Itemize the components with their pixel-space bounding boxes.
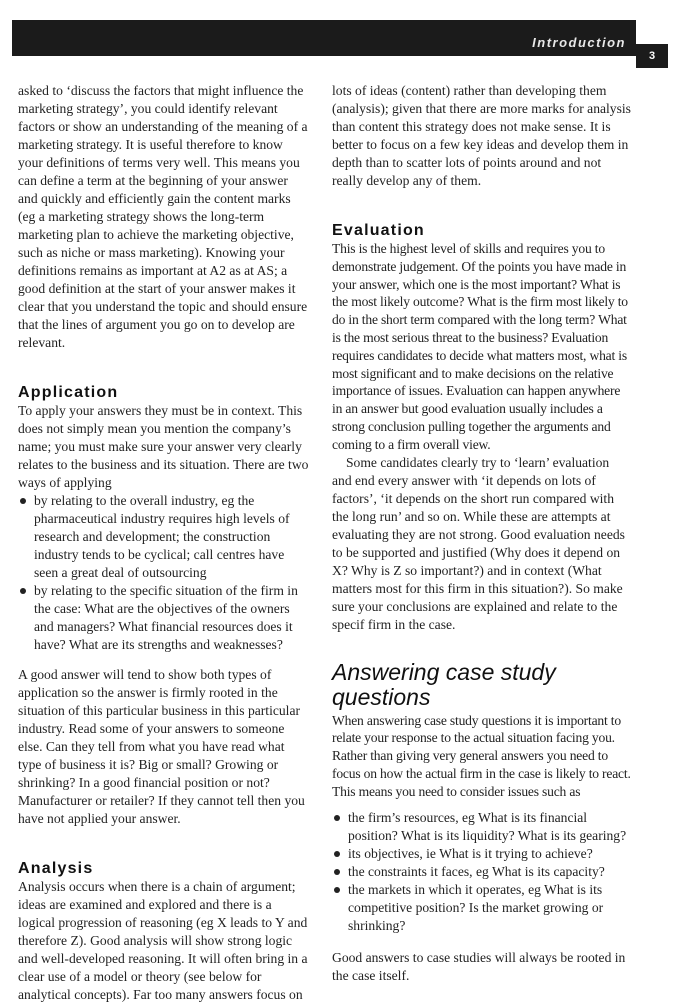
evaluation-paragraph-2: Some candidates clearly try to ‘learn’ evaluation and end every answer with ‘it depends on lots of factors’, ‘it depends on the short run compared with the long run’ and so on. While these are attempts at evaluating they are not strong. Good evaluation needs to be supported and justified (Why does it depend on X? Why is Z so important?) and in context (What matters most for this firm in this situation?). So make sure your conclusions are explained and relate to the specif firm in the case. xyxy=(332,454,625,632)
application-heading: Application xyxy=(18,384,119,401)
bullet-icon xyxy=(334,869,340,875)
list-item: by relating to the specific situation of the firm in the case: What are the objectives of the owners and managers? What financial resources does it have? What are its strengths and weaknesses? xyxy=(18,582,310,654)
analysis-heading: Analysis xyxy=(18,860,94,877)
case-study-bullet-list xyxy=(332,809,632,935)
list-item: the markets in which it operates, eg What is its competitive position? Is the market growing or shrinking? xyxy=(332,881,632,935)
evaluation-heading: Evaluation xyxy=(332,222,425,239)
list-item: the firm’s resources, eg What is its financial position? What is its liquidity? What is its gearing? xyxy=(332,809,632,845)
bullet-icon xyxy=(334,851,340,857)
list-item: the constraints it faces, eg What is its capacity? xyxy=(332,863,632,881)
bullet-icon xyxy=(20,588,26,594)
application-paragraph: To apply your answers they must be in context. This does not simply mean you mention the company’s name; you must make sure your answer very clearly relates to the business and its situation. There are two ways of applying xyxy=(18,403,309,490)
bullet-icon xyxy=(20,498,26,504)
case-study-paragraph: When answering case study questions it is important to relate your response to the actual situation facing you. Rather than giving very general answers you need to focus on how the actual firm in the case is likely to react. This means you need to consider issues such as xyxy=(332,712,631,799)
section-title: Introduction xyxy=(532,35,626,50)
page-number: 3 xyxy=(636,44,668,68)
right-column xyxy=(332,82,632,985)
application-bullet-list xyxy=(18,492,310,654)
intro-paragraph: asked to ‘discuss the factors that might influence the marketing strategy’, you could identify relevant factors or show an understanding of the meaning of a marketing strategy. It is useful therefore to know your definitions of terms very well. This means you can define a term at the beginning of your answer and quickly and efficiently gain the content marks (eg a marketing strategy shows the long-term marketing plan to achieve the marketing objective, such as niche or mass marketing). Knowing your definitions remains as important at A2 as at AS; a good definition at the start of your answer makes it clear that you understand the topic and should ensure that the lines of argument you go on to develop are relevant. xyxy=(18,83,308,350)
left-column xyxy=(18,82,310,1004)
analysis-paragraph: Analysis occurs when there is a chain of argument; ideas are examined and explored and there is a logical progression of reasoning (eg X leads to Y and therefore Z). Good analysis will show strong logic and well-developed reasoning. It will often bring in a clear use of a model or theory (see below for analytical concepts). Far too many answers focus on xyxy=(18,879,308,1002)
bullet-icon xyxy=(334,887,340,893)
list-item: its objectives, ie What is it trying to achieve? xyxy=(332,845,632,863)
bullet-icon xyxy=(334,815,340,821)
application-paragraph-2: A good answer will tend to show both types of application so the answer is firmly rooted in the situation of this particular business in this particular industry. Read some of your answers to someone else. Can they tell from what you have read what type of business it is? Big or small? Growing or shrinking? In a good financial position or not? Manufacturer or retailer? If they cannot tell then you have not applied your answer. xyxy=(18,667,305,826)
list-item: by relating to the overall industry, eg the pharmaceutical industry requires high levels of research and development; the construction industry tends to be cyclical; call centres have seen a great deal of outsourcing xyxy=(18,492,310,582)
case-study-heading: Answering case study questions xyxy=(332,658,556,710)
case-study-closing: Good answers to case studies will always be rooted in the case itself. xyxy=(332,949,626,983)
evaluation-paragraph: This is the highest level of skills and requires you to demonstrate judgement. Of the points you have made in your answer, which one is the most important? What is the most likely outcome? What is the firm most likely to do in the short term compared with the long term? What is the most serious threat to the business? Evaluation requires candidates to decide what matters most, what is most significant and to make decisions on the relative importance of issues. Evaluation can happen anywhere in an answer but good evaluation usually includes a strong conclusion pulling together the arguments and coming to a firm overall view. xyxy=(332,241,628,452)
continuation-paragraph: lots of ideas (content) rather than developing them (analysis); given that there are more marks for analysis than content this strategy does not make sense. It is better to focus on a few key ideas and develop them in depth than to scatter lots of points around and not really develop any of them. xyxy=(332,83,631,188)
running-header-bar xyxy=(12,20,636,56)
